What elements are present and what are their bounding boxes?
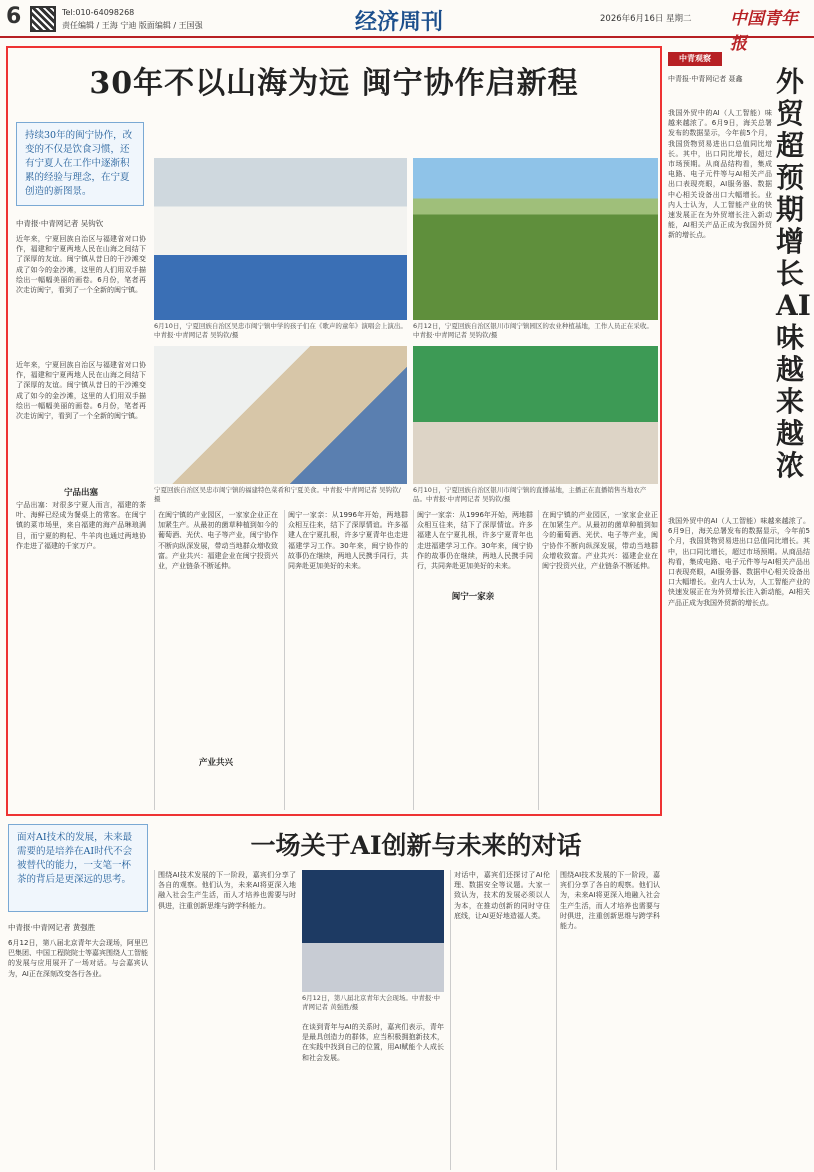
bottom-article (6, 822, 662, 1172)
photo-conference-stage (302, 870, 444, 992)
column-tag: 中青观察 (668, 52, 722, 66)
byline: 中青报·中青网记者 黄强胜 (8, 923, 96, 932)
photo-caption: 6月10日，宁夏回族自治区银川市闽宁镇的直播基地，主播正在直播销售当地农产品。中青报·中青网记者 吴钩钦/摄 (413, 486, 647, 503)
page-number: 6 (6, 4, 22, 29)
side-body-bottom: 我国外贸中的AI（人工智能）味越来越浓了。6月9日，海关总署发布的数据显示，今年前5个月，我国货物贸易进出口总值同比增长。其中，出口同比增长，超过市场预期。从商品结构看，集成电路、电子元件等与AI相关产品出口表现亮眼，AI服务器、数据中心相关设备出口大幅增长。业内人士认为，人工智能产业的快速发展正在为外贸增长注入新动能，AI相关产品正成为我国外贸新的增长点。 (668, 517, 810, 607)
pull-quote: 面对AI技术的发展，未来最需要的是培养在AI时代不会被替代的能力，一支笔一杯茶的背后是更深远的思考。 (8, 824, 148, 912)
issue-date: 2026年6月16日 星期二 (600, 14, 692, 24)
section-title: 经济周刊 (355, 9, 444, 35)
subhead: 产业共兴 (198, 758, 233, 768)
bottom-body-col-4: 对话中，嘉宾们还探讨了AI伦理、数据安全等议题。大家一致认为，技术的发展必须以人为本，在推动创新的同时守住底线，让AI更好地造福人类。 (450, 870, 550, 1170)
feature-headline: 30年不以山海为远 闽宁协作启新程 (89, 66, 579, 101)
side-body-top: 我国外贸中的AI（人工智能）味越来越浓了。6月9日，海关总署发布的数据显示，今年前5个月，我国货物贸易进出口总值同比增长。其中，出口同比增长，超过市场预期。从商品结构看，集成电路、电子元件等与AI相关产品出口表现亮眼，AI服务器、数据中心相关设备出口大幅增长。业内人士认为，人工智能产业的快速发展正在为外贸增长注入新动能，AI相关产品正成为我国外贸新的增长点。 (668, 109, 772, 240)
bottom-body-col-5: 围绕AI技术发展的下一阶段，嘉宾们分享了各自的观察。他们认为，未来AI将更深入地融入社会生产生活，而人才培养也需要与时俱进，注重创新思维与跨学科能力。 (556, 870, 660, 1170)
byline: 中青报·中青网记者 聂鑫 (668, 75, 743, 83)
qr-code-icon (30, 6, 56, 32)
body-col-2: 宁品出塞：对很多宁夏人而言，福建的茶叶、海鲜已经成为餐桌上的常客。在闽宁镇的菜市场里，来自福建的海产品琳琅满目，而宁夏的枸杞、牛羊肉也通过两地协作走进了福建的千家万户。 (16, 501, 146, 550)
body-col-5: 闽宁一家亲：从1996年开始，两地群众相互往来，结下了深厚情谊。许多福建人在宁夏扎根，许多宁夏青年也走进福建学习工作。30年来，闽宁协作的故事仍在继续，两地人民携手同行，共同奔赴更加美好的未来。 (413, 510, 533, 810)
byline: 中青报·中青网记者 吴钩钦 (16, 219, 104, 228)
subhead: 闽宁一家亲 (451, 592, 495, 602)
body-col-6: 在闽宁镇的产业园区，一家家企业正在加紧生产。从最初的菌草种植到如今的葡萄酒、光伏、电子等产业，闽宁协作不断向纵深发展，带动当地群众增收致富。产业共兴：福建企业在闽宁投资兴业，产业链条不断延伸。 (538, 510, 658, 810)
bottom-body-col-3: 在谈到青年与AI的关系时，嘉宾们表示，青年是最具创造力的群体，应当积极拥抱新技术，在实践中找到自己的位置，用AI赋能个人成长和社会发展。 (302, 1023, 444, 1062)
photo-farm-field (413, 158, 658, 320)
photo-caption: 宁夏回族自治区吴忠市闽宁镇的福建特色菜肴和宁夏美食。中青报·中青网记者 吴钩钦/摄 (154, 486, 401, 503)
editor-info-1: Tel:010-64098268 (62, 8, 135, 17)
photo-children-singing (154, 158, 407, 320)
bottom-headline: 一场关于AI创新与未来的对话 (250, 831, 582, 860)
photo-caption: 6月12日，第八届北京青年大会现场。中青报·中青网记者 黄强胜/摄 (302, 994, 440, 1011)
photo-livestream (413, 346, 658, 484)
body-col-4: 闽宁一家亲：从1996年开始，两地群众相互往来，结下了深厚情谊。许多福建人在宁夏扎根，许多宁夏青年也走进福建学习工作。30年来，闽宁协作的故事仍在继续，两地人民携手同行，共同奔赴更加美好的未来。 (284, 510, 408, 810)
body-col-1b: 近年来，宁夏回族自治区与福建省对口协作，福建和宁夏两地人民在山海之间结下了深厚的友谊。闽宁镇从昔日的干沙滩变成了如今的金沙滩，这里的人们用双手描绘出一幅幅美丽的画卷。6月份，笔者再次走访闽宁，看到了一个全新的闽宁镇。 (16, 361, 146, 421)
feature-article (6, 46, 662, 816)
pull-quote: 持续30年的闽宁协作，改变的不仅是饮食习惯，还有宁夏人在工作中逐渐积累的经验与理念，在宁夏创造的新图景。 (16, 122, 144, 206)
body-col-3: 在闽宁镇的产业园区，一家家企业正在加紧生产。从最初的菌草种植到如今的葡萄酒、光伏、电子等产业，闽宁协作不断向纵深发展，带动当地群众增收致富。产业共兴：福建企业在闽宁投资兴业，产业链条不断延伸。 (154, 510, 278, 810)
bottom-body-col-1: 6月12日，第八届北京青年大会现场，阿里巴巴集团、中国工程院院士等嘉宾围绕人工智能的发展与应用展开了一场对话。与会嘉宾认为，AI正在深刻改变各行各业。 (8, 939, 148, 978)
body-col-1: 近年来，宁夏回族自治区与福建省对口协作，福建和宁夏两地人民在山海之间结下了深厚的友谊。闽宁镇从昔日的干沙滩变成了如今的金沙滩，这里的人们用双手描绘出一幅幅美丽的画卷。6月份，笔者再次走访闽宁，看到了一个全新的闽宁镇。 (16, 235, 146, 295)
photo-caption: 6月10日，宁夏回族自治区吴忠市闽宁镇中学的孩子们在《歌声的童年》演唱会上演出。中青报·中青网记者 吴钩钦/摄 (154, 322, 407, 339)
side-article (668, 46, 814, 1172)
newspaper-logo: 中国青年报 (730, 9, 798, 54)
subhead: 宁品出塞 (63, 488, 98, 498)
photo-chef-food (154, 346, 407, 484)
masthead (0, 0, 814, 54)
editor-info-2: 责任编辑 / 王海 宁迪 版面编辑 / 王国强 (62, 21, 203, 30)
photo-caption: 6月12日，宁夏回族自治区银川市闽宁镇园区的农业种植基地，工作人员正在采收。中青报·中青网记者 吴钩钦/摄 (413, 322, 653, 339)
side-headline: 外贸超预期增长 AI味越来越浓 (776, 65, 811, 482)
bottom-body-col-2: 围绕AI技术发展的下一阶段，嘉宾们分享了各自的观察。他们认为，未来AI将更深入地融入社会生产生活，而人才培养也需要与时俱进，注重创新思维与跨学科能力。 (154, 870, 296, 1170)
